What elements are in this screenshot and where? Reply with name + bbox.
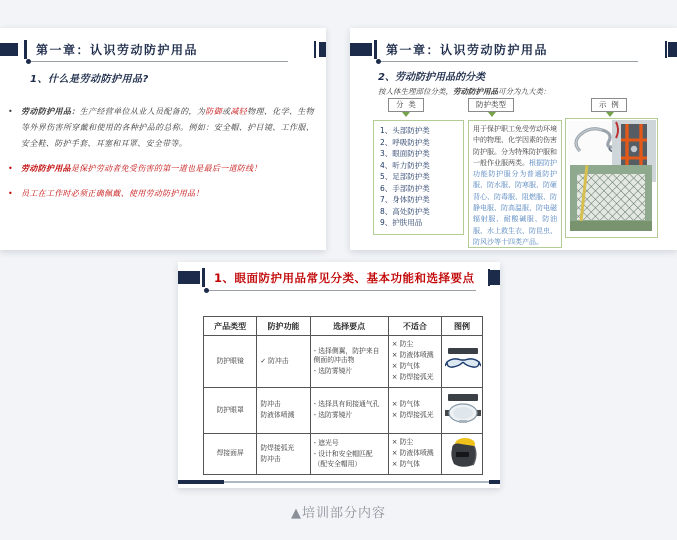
title-left-block-decor	[178, 271, 200, 284]
column-header-product: 产品类型	[204, 317, 257, 336]
category-item: 5、足部防护类	[380, 172, 430, 181]
function-line: 防冲击	[260, 454, 281, 463]
bullet-list	[8, 104, 314, 211]
protection-type-text	[473, 124, 557, 248]
column-header-unsuitable: 不适合	[388, 317, 441, 336]
intro-text: 可分为九大类：	[498, 87, 551, 96]
classification-intro	[378, 86, 551, 97]
product-cell: 焊接面屏	[204, 434, 257, 475]
bullet-text	[21, 104, 314, 152]
legend-cell	[442, 336, 483, 388]
slide-bottom-line-right-cap	[489, 480, 500, 484]
selection-line: - 选择侧翼，防护来自侧面的冲击物	[313, 346, 380, 364]
warning-lead: 劳动防护用品	[21, 164, 71, 173]
chip-example: 示 例	[591, 98, 627, 112]
category-item: 2、呼吸防护类	[380, 137, 430, 147]
intro-text: 按人体生理部位分类，	[378, 87, 453, 96]
function-cell	[257, 434, 310, 475]
unsuitable-line: × 防气体	[391, 400, 420, 409]
legend-cell	[442, 434, 483, 475]
slide-what-is-ppe	[0, 28, 326, 250]
unsuitable-line: × 防尘	[391, 340, 414, 349]
protection-type-list: 根据防护功能防护服分为普通防护服、防水服、防寒服、防砸背心、防毒服、阻燃服、防静电服、防高温服、防电磁辐射服、耐酸碱服、防油服、水上救生衣、防昆虫、防风沙等十四类产品。	[473, 158, 557, 246]
title-right-block-decor	[668, 42, 677, 57]
table-row-safety-glasses	[204, 336, 483, 388]
welding-mask-photo	[445, 436, 479, 468]
category-item: 4、听力防护类	[380, 160, 430, 170]
title-underline	[30, 61, 288, 62]
definition-text: 物理、化学、生物等外界伤害所穿戴和使用的各种护品的总称。例如：安全帽、护目镜、工作服、安全鞋、防护手套、耳塞和耳罩、安全带等。	[21, 107, 314, 148]
bullet-marker: •	[8, 189, 13, 198]
selection-line: - 设计和安全帽匹配（配安全帽用）	[313, 450, 373, 468]
warning-text: 是保护劳动者免受伤害的第一道也是最后一道防线！	[70, 164, 262, 173]
bullet-item-warning-1	[8, 161, 314, 177]
unsuitable-line: × 防气体	[391, 362, 420, 371]
bullet-marker: •	[8, 164, 13, 173]
column-header-function: 防护功能	[257, 317, 310, 336]
unsuitable-line: × 防液体喷溅	[391, 351, 434, 360]
slide-header	[178, 262, 500, 302]
slide-header	[0, 28, 326, 68]
selection-line: - 遮光号	[313, 439, 339, 447]
category-item: 9、护肤用品	[380, 218, 423, 227]
title-left-block-decor	[350, 43, 372, 56]
category-item: 8、高处防护类	[380, 206, 430, 216]
intro-bold: 劳动防护用品	[453, 87, 498, 96]
bullet-text: 员工在工作时必须正确佩戴、使用劳动防护用品！	[21, 189, 204, 198]
slide-subtitle: 2、劳动防护用品的分类	[378, 72, 485, 83]
table-row-welding-mask	[204, 434, 483, 475]
eye-protection-table	[203, 316, 483, 475]
slide-ppe-classification	[350, 28, 677, 250]
title-right-bar-decor	[314, 41, 316, 58]
bullet-item-definition	[8, 104, 314, 152]
unsuitable-line: × 防气体	[391, 460, 420, 469]
example-photos-box	[565, 118, 658, 238]
title-left-block-decor	[0, 43, 18, 56]
legend-cell	[442, 388, 483, 434]
unsuitable-cell	[388, 434, 441, 475]
function-cell	[257, 388, 310, 434]
selection-cell	[310, 388, 388, 434]
goggles-photo	[445, 394, 481, 424]
function-line: 防液体喷溅	[260, 411, 295, 420]
slide-bottom-line-left-cap	[178, 480, 224, 484]
definition-highlight: 防御	[205, 107, 222, 116]
table-header-row	[204, 317, 483, 336]
product-cell: 防护眼镜	[204, 336, 257, 388]
slide-title: 1、眼面防护用品常见分类、基本功能和选择要点	[214, 271, 475, 285]
product-cell: 防护眼罩	[204, 388, 257, 434]
title-underline	[208, 290, 476, 291]
title-right-block-decor	[319, 42, 326, 57]
unsuitable-line: × 防尘	[391, 438, 414, 447]
function-line: 防焊接弧光	[260, 443, 295, 452]
title-left-bar-decor	[24, 40, 27, 59]
unsuitable-cell	[388, 336, 441, 388]
definition-highlight: 减轻	[230, 107, 248, 116]
definition-lead: 劳动防护用品：	[21, 107, 80, 116]
selection-cell	[310, 434, 388, 475]
category-item: 6、手部防护类	[380, 183, 430, 193]
bullet-item-warning-2	[8, 186, 314, 202]
slide-eye-face-protection-table	[178, 262, 500, 488]
table-row-goggles	[204, 388, 483, 434]
figure-caption: ▲培训部分内容	[291, 506, 386, 521]
category-item: 3、眼面防护类	[380, 149, 430, 158]
title-right-bar-decor	[665, 41, 667, 58]
unsuitable-line: × 防液体喷溅	[391, 449, 434, 458]
definition-text: 或	[221, 107, 231, 116]
safety-glasses-photo	[445, 347, 481, 373]
protection-type-box	[468, 120, 562, 248]
unsuitable-cell	[388, 388, 441, 434]
category-list-box	[373, 120, 464, 235]
slide-title: 第一章：认识劳动防护用品	[36, 43, 199, 57]
title-left-bar-decor	[374, 40, 377, 59]
unsuitable-line: × 防焊接弧光	[391, 373, 434, 382]
slide-header	[350, 28, 677, 68]
selection-line: - 选防雾镜片	[313, 411, 353, 420]
slide-title: 第一章：认识劳动防护用品	[386, 43, 549, 57]
selection-cell	[310, 336, 388, 388]
chip-protection-type: 防护类型	[468, 98, 514, 112]
category-item: 1、头部防护类	[380, 126, 430, 135]
title-underline	[380, 61, 638, 62]
definition-text: 生产经营单位从业人员配备的，为	[79, 107, 206, 116]
slide-subtitle: 1、什么是劳动防护用品?	[30, 74, 149, 85]
category-item: 7、身体防护类	[380, 195, 430, 204]
selection-line: - 选择具有间接通气孔	[313, 400, 380, 409]
bullet-marker: •	[8, 107, 13, 116]
column-header-legend: 图例	[442, 317, 483, 336]
title-right-block-decor	[490, 270, 500, 285]
slide-bottom-line	[178, 481, 500, 483]
function-line: ✓ 防冲击	[260, 356, 289, 365]
protection-type-description: 用于保护职工免受劳动环境中的物理、化学因素的伤害防护服。分为特殊防护服和一般作业服两类。	[473, 125, 557, 167]
bullet-text	[21, 161, 262, 177]
column-header-selection: 选择要点	[310, 317, 388, 336]
safety-net-photo	[570, 165, 652, 231]
function-line: 防冲击	[260, 400, 281, 409]
title-left-bar-decor	[202, 268, 205, 287]
chip-classification: 分 类	[388, 98, 424, 112]
unsuitable-line: × 防焊接弧光	[391, 411, 434, 420]
function-cell	[257, 336, 310, 388]
selection-line: - 选防雾镜片	[313, 367, 353, 375]
